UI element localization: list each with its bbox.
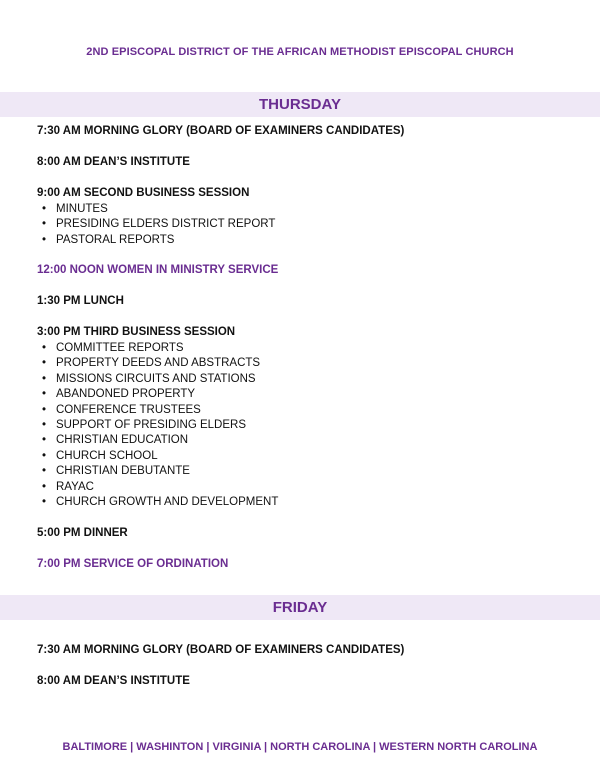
day-header-friday bbox=[0, 595, 600, 620]
list-item bbox=[37, 480, 278, 495]
second-session-agenda-list bbox=[37, 202, 275, 248]
schedule-entry-second-business-session: 9:00 AM SECOND BUSINESS SESSION bbox=[37, 187, 250, 199]
schedule-entry-deans-institute: 8:00 AM DEAN’S INSTITUTE bbox=[37, 156, 190, 168]
bullet-icon: • bbox=[42, 218, 47, 231]
list-item bbox=[37, 418, 278, 433]
list-item bbox=[37, 403, 278, 418]
page-title: 2ND EPISCOPAL DISTRICT OF THE AFRICAN METHODIST EPISCOPAL CHURCH bbox=[86, 46, 514, 58]
list-item bbox=[37, 356, 278, 371]
schedule-entry-dinner: 5:00 PM DINNER bbox=[37, 527, 128, 539]
bullet-icon: • bbox=[42, 480, 47, 493]
day-label-friday: FRIDAY bbox=[272, 599, 328, 616]
list-item-text: CHURCH GROWTH AND DEVELOPMENT bbox=[56, 495, 279, 508]
list-item bbox=[37, 202, 275, 217]
schedule-entry-friday-deans-institute: 8:00 AM DEAN’S INSTITUTE bbox=[37, 675, 190, 687]
schedule-entry-morning-glory: 7:30 AM MORNING GLORY (BOARD OF EXAMINERS CANDIDATES) bbox=[37, 125, 405, 137]
list-item-text: CHRISTIAN EDUCATION bbox=[56, 434, 189, 447]
schedule-entry-third-business-session: 3:00 PM THIRD BUSINESS SESSION bbox=[37, 326, 236, 338]
bullet-icon: • bbox=[42, 449, 47, 462]
list-item-text: MISSIONS CIRCUITS AND STATIONS bbox=[56, 372, 256, 385]
list-item-text: ABANDONED PROPERTY bbox=[56, 388, 196, 401]
list-item bbox=[37, 433, 278, 448]
bullet-icon: • bbox=[42, 388, 47, 401]
bullet-icon: • bbox=[42, 418, 47, 431]
list-item-text: COMMITTEE REPORTS bbox=[56, 342, 184, 354]
bullet-icon: • bbox=[42, 357, 47, 370]
schedule-entry-service-of-ordination: 7:00 PM SERVICE OF ORDINATION bbox=[37, 558, 229, 570]
list-item bbox=[37, 464, 278, 479]
bullet-icon: • bbox=[42, 465, 47, 478]
list-item bbox=[37, 449, 278, 464]
day-header-thursday bbox=[0, 92, 600, 117]
bullet-icon: • bbox=[42, 372, 47, 385]
bullet-icon: • bbox=[42, 403, 47, 416]
list-item-text: PROPERTY DEEDS AND ABSTRACTS bbox=[56, 357, 261, 370]
schedule-entry-friday-morning-glory: 7:30 AM MORNING GLORY (BOARD OF EXAMINERS CANDIDATES) bbox=[37, 644, 405, 656]
list-item-text: PRESIDING ELDERS DISTRICT REPORT bbox=[56, 218, 276, 231]
bullet-icon: • bbox=[42, 495, 47, 508]
list-item bbox=[37, 233, 275, 248]
list-item bbox=[37, 217, 275, 232]
list-item-text: RAYAC bbox=[56, 480, 94, 493]
list-item-text: PASTORAL REPORTS bbox=[56, 233, 175, 246]
list-item bbox=[37, 341, 278, 356]
list-item-text: SUPPORT OF PRESIDING ELDERS bbox=[56, 418, 247, 431]
list-item bbox=[37, 372, 278, 387]
list-item bbox=[37, 495, 278, 510]
bullet-icon: • bbox=[42, 342, 47, 354]
schedule-entry-women-in-ministry: 12:00 NOON WOMEN IN MINISTRY SERVICE bbox=[37, 264, 279, 276]
list-item-text: MINUTES bbox=[56, 203, 108, 215]
day-label-thursday: THURSDAY bbox=[259, 96, 341, 113]
bullet-icon: • bbox=[42, 233, 47, 246]
bullet-icon: • bbox=[42, 203, 47, 215]
third-session-agenda-list bbox=[37, 341, 278, 510]
list-item bbox=[37, 387, 278, 402]
footer-districts: BALTIMORE | WASHINTON | VIRGINIA | NORTH CAROLINA | WESTERN NORTH CAROLINA bbox=[62, 741, 538, 753]
list-item-text: CONFERENCE TRUSTEES bbox=[56, 403, 201, 416]
list-item-text: CHRISTIAN DEBUTANTE bbox=[56, 465, 190, 478]
list-item-text: CHURCH SCHOOL bbox=[56, 449, 158, 462]
bullet-icon: • bbox=[42, 434, 47, 447]
schedule-entry-lunch: 1:30 PM LUNCH bbox=[37, 295, 124, 307]
